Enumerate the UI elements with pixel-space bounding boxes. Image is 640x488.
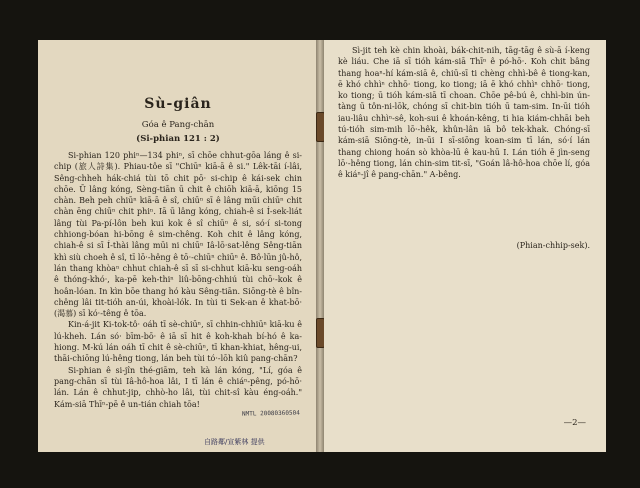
editor-signoff: (Phian-chhip-sek). [516,240,590,250]
book-spine [316,40,324,452]
scripture-reference: (Si-phian 121 : 2) [136,134,220,144]
left-paragraph-1: Si-phian 120 phiⁿ—134 phiⁿ, sī chōe chhut-gōa láng ê si-chip (旅人詩集). Phiau-tôe sī "Chiūⁿ kiā-ā ê si." Lêk-tāi í-lâi, Sêng-chheh hák-chiá tùi tō chit pō· si-chip ê kái-sek chin chōe. Ū lâng kóng, Sèng-tiān ū chit ê chiōh kiā-ā, kiōng 15 chàn. Beh peh chiūⁿ kiā-ā ê sî, chiūⁿ sī ê lâng mūi chiūⁿ chit chàn ēng chiūⁿ chit phiⁿ. Iā ū lâng kóng, chiah-ê si Í-sek-liát lâng tùi Pa-pí-lôn beh kui kok ê sî chiūⁿ ê si, só·í si-tong chhiong-bóan hi-bōng ê sim-chêng. Koh chit ê lâng kóng, chiah-ê si sī Í-thài lâng mūi ni chiūⁿ Iâ-lō·sat-lêng Sêng-tiān khì siù choeh ê sî, tī lō·-hêng ê tō·-chiūⁿ chiūⁿ ê. Bô·lūn jû-hô, lán thang khòaⁿ chhut chiah-ê sī sī si-chhut kiā-ku seng-oáh ê thóng-khó·, ka-pē keh-thiⁿ liû-bōng-chhiú tùi chō·-kok ê hoân-lóan. In kìn bōe thang hó kàu Sêng-tiān. Siōng-tè ê bîn-chêng lâi tit-tióh an-úi, khoài-lók. In tùi ti Sek-an ê khat-bō· (渴慕) sī kó·-têng ê tōa. [54,151,302,319]
page-subtitle: Góa ê Pang-chān [141,120,215,130]
left-body [54,150,302,410]
page-number: —2— [563,418,586,428]
page-title: Sù-giân [144,96,212,112]
left-paragraph-3: Si-phian ê si-jîn thé-giām, teh kà lán kóng, "Lí, góa ê pang-chān sī tùi Iâ-hô-hoa lâi, I tī lán ê chiáⁿ-pêng, pó-hō· lán. Lán ê chhut-jip, chhò-ho lâi, tùi chit-sî kàu éng-oáh." Kám-siā Thīⁿ-pē ê un-tián chiah tōa! [54,365,302,409]
left-page [38,40,316,452]
right-page [324,40,606,452]
right-body [338,45,590,181]
catalog-stamp: NMTL 20080360504 [241,409,300,418]
donor-stamp: 自路鄰/宣紫林 提供 [204,438,265,446]
right-paragraph-1: Sì-jit teh kè chin khoài, bák-chit-nih, tāg-tāg ê sù-ā í-keng kè liáu. Che iā sī tióh kám-siā Thīⁿ ê pó-hō·. Koh chit bâng thang hoaⁿ-hí kám-siā ê, chiū-sī ti chèng chhì-bê ê tiong-kan, ē khó chhìⁿ chhō· tiong, ko tiong; iā ē khó chhìⁿ chhō· tiong, ko tiong; ū tióh kám-siā tī choan. Chōe pê-bú ê, chhì-bin ún-tàng ū tôn-ni-lōk, chóng sī chit-bin tióh ū tam-sim. In-ūi tióh iau-liâu chhìⁿ-sê, koh-sui ê khoán-kêng, ti hia kiám-chhāi beh tú-tióh sim-mih lō·-hêk, khûn-lân iā bô tek-khak. Chóng-sī kám-siā Siōng-tè, in-ūi I sī-siōng koan-sim tī lán, só·í lán thang chiong hoán sò khòa-lū ê kau-hū I. Lán tióh ē jìn-seng lō·-hêng tiong, lán chin-sim tit-sī, "Goán lâ-hô-hoa chōe lí, góa ê kiáⁿ-jî ê pang-chān." A-bêng. [338,46,590,180]
left-paragraph-2: Kin-á-jit Ki-tok-tô· oáh tī sè-chiūⁿ, sī chhin-chhiūⁿ kiā-ku ê lú-kheh. Lán só· bīm-bō· ê iā sī hit ê koh-khah bí-hó ê ka-hiong. M-kú lán oáh tī chit ê sè-chiūⁿ, tī khan-khiat, hêng-ui, thāi-chiōng lú-hêng tiong, lán beh tùi tó·-lōh kiû pang-chān? [54,320,302,364]
